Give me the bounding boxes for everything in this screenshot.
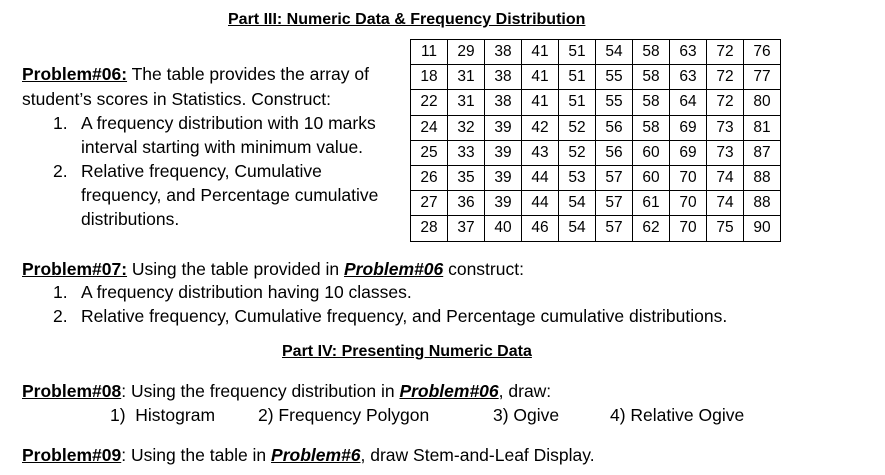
problem08-label: Problem#08 bbox=[22, 381, 122, 401]
table-cell: 44 bbox=[522, 191, 559, 216]
table-row bbox=[411, 115, 781, 140]
problem09-ref: Problem#6 bbox=[271, 445, 361, 465]
table-cell: 31 bbox=[448, 90, 485, 115]
problem08-option-2: 2) Frequency Polygon bbox=[258, 405, 430, 425]
table-cell: 58 bbox=[633, 90, 670, 115]
table-cell: 33 bbox=[448, 140, 485, 165]
part3-heading: Part III: Numeric Data & Frequency Distribution bbox=[228, 11, 586, 28]
problem06-item-1 bbox=[53, 111, 376, 135]
table-cell: 36 bbox=[448, 191, 485, 216]
table-cell: 61 bbox=[633, 191, 670, 216]
problem06-item-2 bbox=[53, 159, 322, 183]
table-cell: 40 bbox=[485, 216, 522, 241]
table-cell: 44 bbox=[522, 165, 559, 190]
table-cell: 81 bbox=[744, 115, 781, 140]
table-cell: 41 bbox=[522, 40, 559, 65]
table-cell: 41 bbox=[522, 65, 559, 90]
table-cell: 24 bbox=[411, 115, 448, 140]
table-cell: 38 bbox=[485, 90, 522, 115]
table-cell: 88 bbox=[744, 191, 781, 216]
table-cell: 22 bbox=[411, 90, 448, 115]
problem07-ref: Problem#06 bbox=[344, 259, 444, 279]
table-cell: 70 bbox=[670, 216, 707, 241]
problem07-line bbox=[22, 257, 524, 281]
table-cell: 90 bbox=[744, 216, 781, 241]
table-cell: 18 bbox=[411, 65, 448, 90]
list-number: 1. bbox=[53, 113, 68, 133]
table-cell: 54 bbox=[559, 216, 596, 241]
table-cell: 74 bbox=[707, 165, 744, 190]
table-cell: 43 bbox=[522, 140, 559, 165]
table-cell: 39 bbox=[485, 165, 522, 190]
problem09-label: Problem#09 bbox=[22, 445, 122, 465]
problem08-text-before: : Using the frequency distribution in bbox=[121, 381, 400, 401]
list-number: 2. bbox=[53, 306, 68, 326]
table-cell: 87 bbox=[744, 140, 781, 165]
table-cell: 76 bbox=[744, 40, 781, 65]
problem06-intro-line1 bbox=[22, 62, 369, 86]
table-cell: 63 bbox=[670, 40, 707, 65]
list-text: Relative frequency, Cumulative frequency, and Percentage cumulative distributions. bbox=[81, 306, 728, 326]
table-cell: 26 bbox=[411, 165, 448, 190]
table-cell: 42 bbox=[522, 115, 559, 140]
table-cell: 54 bbox=[559, 191, 596, 216]
table-cell: 60 bbox=[633, 140, 670, 165]
problem06-item-2-cont2: distributions. bbox=[81, 209, 180, 229]
table-cell: 88 bbox=[744, 165, 781, 190]
table-cell: 39 bbox=[485, 140, 522, 165]
scores-table bbox=[410, 39, 781, 242]
table-cell: 64 bbox=[670, 90, 707, 115]
problem08-option-1: 1) Histogram bbox=[110, 405, 216, 425]
table-cell: 38 bbox=[485, 40, 522, 65]
table-cell: 72 bbox=[707, 90, 744, 115]
list-text: Relative frequency, Cumulative bbox=[81, 161, 322, 181]
list-text: A frequency distribution having 10 classes. bbox=[81, 282, 412, 302]
table-cell: 25 bbox=[411, 140, 448, 165]
table-row bbox=[411, 65, 781, 90]
table-cell: 52 bbox=[559, 140, 596, 165]
table-cell: 51 bbox=[559, 90, 596, 115]
problem07-text-after: construct: bbox=[443, 259, 524, 279]
table-cell: 72 bbox=[707, 65, 744, 90]
table-cell: 73 bbox=[707, 115, 744, 140]
problem09-text-before: : Using the table in bbox=[121, 445, 272, 465]
table-cell: 72 bbox=[707, 40, 744, 65]
table-cell: 39 bbox=[485, 115, 522, 140]
table-row bbox=[411, 191, 781, 216]
table-cell: 55 bbox=[596, 90, 633, 115]
table-cell: 57 bbox=[596, 216, 633, 241]
list-number: 1. bbox=[53, 282, 68, 302]
problem06-label: Problem#06: bbox=[22, 64, 128, 84]
problem06-item-1-cont: interval starting with minimum value. bbox=[81, 137, 364, 157]
table-cell: 58 bbox=[633, 40, 670, 65]
table-cell: 80 bbox=[744, 90, 781, 115]
problem06-intro-text: The table provides the array of bbox=[127, 64, 369, 84]
table-cell: 56 bbox=[596, 140, 633, 165]
table-cell: 29 bbox=[448, 40, 485, 65]
table-cell: 62 bbox=[633, 216, 670, 241]
problem06-item-2-cont: frequency, and Percentage cumulative bbox=[81, 185, 379, 205]
table-cell: 63 bbox=[670, 65, 707, 90]
problem06-intro-line2: student’s scores in Statistics. Construct: bbox=[22, 89, 331, 109]
table-cell: 69 bbox=[670, 115, 707, 140]
table-cell: 52 bbox=[559, 115, 596, 140]
table-cell: 77 bbox=[744, 65, 781, 90]
table-cell: 38 bbox=[485, 65, 522, 90]
list-text: A frequency distribution with 10 marks bbox=[81, 113, 376, 133]
table-cell: 39 bbox=[485, 191, 522, 216]
table-cell: 51 bbox=[559, 40, 596, 65]
table-row bbox=[411, 40, 781, 65]
table-cell: 27 bbox=[411, 191, 448, 216]
table-cell: 28 bbox=[411, 216, 448, 241]
table-cell: 58 bbox=[633, 65, 670, 90]
table-cell: 51 bbox=[559, 65, 596, 90]
table-cell: 54 bbox=[596, 40, 633, 65]
problem09-text-after: , draw Stem-and-Leaf Display. bbox=[360, 445, 595, 465]
table-row bbox=[411, 140, 781, 165]
table-cell: 73 bbox=[707, 140, 744, 165]
problem07-item-1 bbox=[53, 280, 412, 304]
table-cell: 75 bbox=[707, 216, 744, 241]
table-row bbox=[411, 90, 781, 115]
table-row bbox=[411, 165, 781, 190]
table-cell: 57 bbox=[596, 191, 633, 216]
problem07-text-before: Using the table provided in bbox=[127, 259, 344, 279]
table-cell: 60 bbox=[633, 165, 670, 190]
table-cell: 32 bbox=[448, 115, 485, 140]
table-cell: 74 bbox=[707, 191, 744, 216]
part4-heading: Part IV: Presenting Numeric Data bbox=[282, 343, 532, 360]
table-cell: 53 bbox=[559, 165, 596, 190]
table-row bbox=[411, 216, 781, 241]
problem08-ref: Problem#06 bbox=[399, 381, 499, 401]
table-cell: 46 bbox=[522, 216, 559, 241]
problem08-option-3: 3) Ogive bbox=[493, 405, 560, 425]
table-cell: 57 bbox=[596, 165, 633, 190]
table-cell: 69 bbox=[670, 140, 707, 165]
table-cell: 70 bbox=[670, 191, 707, 216]
table-cell: 56 bbox=[596, 115, 633, 140]
table-cell: 70 bbox=[670, 165, 707, 190]
problem08-text-after: , draw: bbox=[498, 381, 552, 401]
table-cell: 58 bbox=[633, 115, 670, 140]
problem07-label: Problem#07: bbox=[22, 259, 128, 279]
problem08-line bbox=[22, 379, 551, 403]
problem07-item-2 bbox=[53, 304, 727, 328]
problem09-line bbox=[22, 443, 595, 467]
table-cell: 11 bbox=[411, 40, 448, 65]
list-number: 2. bbox=[53, 161, 68, 181]
table-cell: 31 bbox=[448, 65, 485, 90]
table-cell: 41 bbox=[522, 90, 559, 115]
table-cell: 35 bbox=[448, 165, 485, 190]
table-cell: 55 bbox=[596, 65, 633, 90]
problem08-option-4: 4) Relative Ogive bbox=[610, 405, 745, 425]
table-cell: 37 bbox=[448, 216, 485, 241]
